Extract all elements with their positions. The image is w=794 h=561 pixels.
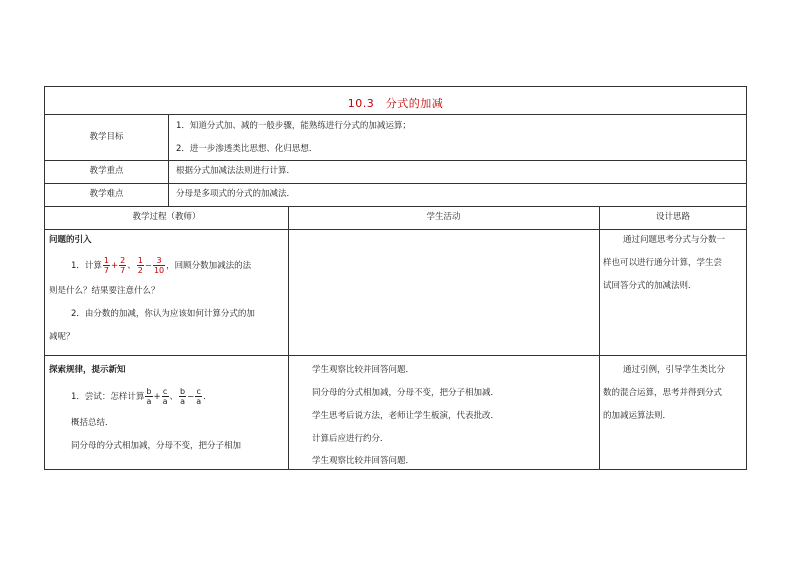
fraction: $\frac{b}{a}$ [180, 387, 186, 406]
lesson-plan-table [44, 86, 747, 470]
key-point-label: 教学重点 [89, 166, 124, 176]
question-1 [71, 256, 251, 276]
divider [45, 160, 746, 161]
difficulty-label: 教学难点 [89, 189, 124, 199]
fraction: $\frac{c}{a}$ [196, 387, 202, 406]
student-line: 计算后应进行约分． [312, 434, 389, 444]
student-line: 学生观察比较并回答问题． [312, 365, 415, 375]
try-end: ． [203, 392, 212, 402]
column-header-student: 学生活动 [426, 212, 461, 222]
fraction: $\frac{c}{a}$ [162, 387, 168, 406]
try-prefix: 1．尝试：怎样计算 [71, 392, 145, 402]
design-line: 样也可以进行通分计算，学生尝 [603, 258, 723, 268]
divider [288, 206, 289, 470]
divider [45, 114, 746, 115]
divider [45, 183, 746, 184]
fraction: $\frac{3}{10}$ [153, 256, 165, 275]
student-line: 学生思考后说方法，老师让学生板演，代表批改． [312, 411, 500, 421]
page-title: 10.3 分式的加减 [347, 97, 444, 110]
question-1-prefix: 1．计算 [71, 261, 102, 271]
summary-text: 概括总结． [71, 418, 114, 428]
fraction: $\frac{1}{2}$ [137, 256, 143, 275]
plus-sign: + [111, 261, 119, 271]
plus-sign: + [153, 392, 161, 402]
design-line: 数的混合运算，思考并得到分式 [603, 388, 723, 398]
minus-sign: − [187, 392, 195, 402]
divider [45, 355, 746, 356]
separator: 、 [169, 392, 179, 402]
design-line: 通过问题思考分式与分数一 [623, 235, 726, 245]
rule-text: 同分母的分式相加减，分母不变，把分子相加 [71, 441, 242, 451]
question-2-line2: 减呢？ [49, 332, 75, 342]
section-heading: 问题的引入 [49, 235, 92, 245]
question-1-line2: 则是什么？结果要注意什么？ [49, 286, 160, 296]
column-header-design: 设计思路 [655, 212, 690, 222]
section-heading: 探索规律，提示新知 [49, 365, 126, 375]
divider [45, 229, 746, 230]
student-line: 学生观察比较并回答问题． [312, 456, 415, 466]
design-line: 通过引例，引导学生类比分 [623, 365, 726, 375]
key-point-text: 根据分式加减法法则进行计算． [176, 166, 296, 176]
question-2-line1: 2．由分数的加减，你认为应该如何计算分式的加 [71, 309, 255, 319]
goal-item: 2．进一步渗透类比思想、化归思想． [176, 144, 318, 154]
question-1-suffix: ，回顾分数加减法的法 [166, 261, 252, 271]
difficulty-text: 分母是多项式的分式的加减法． [176, 189, 296, 199]
column-header-teacher: 教学过程（教师） [132, 212, 201, 222]
divider [45, 206, 746, 207]
separator: 、 [127, 261, 136, 271]
student-line: 同分母的分式相加减，分母不变，把分子相加减． [312, 388, 500, 398]
minus-sign: − [144, 261, 152, 271]
divider [599, 206, 600, 470]
fraction: $\frac{2}{7}$ [120, 256, 126, 275]
design-line: 试回答分式的加减法则． [603, 281, 697, 291]
try-question [71, 387, 212, 407]
fraction: $\frac{1}{7}$ [103, 256, 110, 275]
goals-label: 教学目标 [89, 132, 124, 142]
fraction: $\frac{b}{a}$ [146, 387, 152, 406]
design-line: 的加减运算法则． [603, 411, 672, 421]
divider [168, 114, 169, 206]
goal-item: 1．知道分式加、减的一般步骤，能熟练进行分式的加减运算； [176, 121, 411, 131]
